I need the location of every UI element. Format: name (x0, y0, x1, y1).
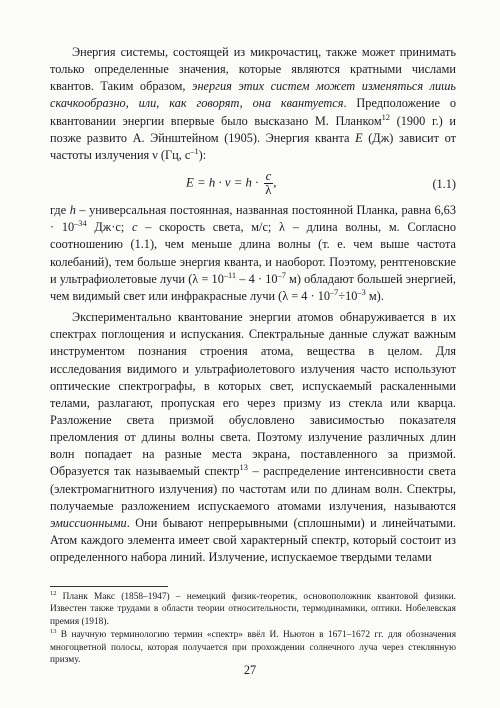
text-run: Дж·с; (86, 220, 132, 235)
text-run: (Дж) зависит от частоты излучения ν (Гц, с (50, 130, 456, 162)
equation-numerator: c (265, 169, 272, 184)
equation-lhs: E = h · ν = h · (186, 175, 259, 190)
superscript: –11 (223, 270, 237, 280)
text-run: – универсальная постоянная, названная постоянной Планка, равна 6,63 · 10 (50, 203, 456, 235)
equation-tail: , (273, 175, 277, 190)
text-run: . Они бывают непрерывными (сплошными) и линейчатыми. Атом каждого элемента имеет свой характерный спектр, который состоит из определенного набора линий. Излучение, испускаемое твердыми телами (50, 515, 456, 565)
footnote-13 (50, 629, 456, 666)
text-run: – распределение интенсивности света (электромагнитного излучения) по частотам или по длинам волн. Спектры, получаемые разложением испускаемого атомами излучения, называются (50, 464, 456, 513)
paragraph-spectra (50, 309, 456, 566)
text-run: ÷10 (338, 288, 358, 303)
superscript: 13 (239, 463, 248, 473)
superscript: –3 (357, 287, 366, 297)
equation-fraction (264, 169, 277, 198)
text-run: м) обладают большей энергией, чем видимый свет или инфракрасные лучи (λ = 4 · 10 (50, 271, 456, 303)
footnotes (50, 591, 456, 667)
superscript: –1 (190, 146, 199, 156)
superscript: 13 (50, 628, 57, 636)
main-text (50, 44, 456, 566)
italic-text: E (355, 130, 363, 145)
text-run: м). (365, 288, 384, 303)
text-run: где (50, 203, 70, 218)
page-number: 27 (243, 663, 257, 677)
text-run: – скорость света, м/с; λ – длина волны, м. Согласно соотношению (1.1), чем меньше длина волны (т. е. чем выше частота колебаний), тем больше энергия кванта, и наоборот. Поэтому, рентгеновские и ультрафиолетовые лучи (λ = 10 (50, 220, 456, 286)
paragraph-energy-quantization (50, 44, 456, 164)
equation-denominator: λ (265, 183, 272, 198)
equation-number: (1.1) (432, 177, 456, 192)
italic-text: h (69, 203, 76, 218)
italic-text: c (132, 220, 138, 235)
superscript: 12 (381, 112, 390, 122)
text-run: Энергия системы, состоящей из микрочастиц, также может принимать только определенные значения, которые являются кратными числами квантов. Таким образом, (50, 45, 456, 94)
italic-text: эмиссионными (50, 515, 127, 530)
text-run: В научную терминологию термин «спектр» ввёл И. Ньютон в 1671–1672 гг. для обозначения многоцветной полосы, которая получается при прохождении солнечного луча через стеклянную призму. (50, 630, 456, 666)
text-run: – 4 · 10 (236, 271, 278, 286)
footnote-12 (50, 591, 456, 628)
text-run: . Предположение о квантовании энергии впервые было высказано М. Планком (50, 96, 456, 128)
superscript: –7 (330, 287, 339, 297)
footnote-separator (50, 586, 168, 587)
text-run: Экспериментально квантование энергии атомов обнаруживается в их спектрах поглощения и испускания. Спектральные данные служат важным инструментом познания строения атома, вещества в целом. Для исследования видимого и ультрафиолетового излучения часто используют оптические спектрографы, в которых свет, испускаемый раскаленными телами, разлагают, пропуская его через призму из стекла или кварца. Разложение света призмой обусловлено зависимостью показателя преломления от длины волны света. Поэтому излучение различных длин волн попадает на разные места экрана, поставленного за призмой. Образуется так называемый спектр (50, 310, 456, 479)
superscript: 12 (50, 589, 57, 597)
paragraph-planck-constant (50, 202, 456, 305)
text-run: ): (198, 147, 207, 162)
superscript: –34 (74, 219, 87, 229)
superscript: –7 (277, 270, 286, 280)
equation-1-1 (50, 164, 456, 202)
equation-body (186, 170, 276, 197)
italic-text: энергия этих систем может изменяться лишь скачкообразно, или, как говорят, она квантуется (50, 79, 457, 111)
text-run: (1900 г.) и позже развито А. Эйнштейном (1905). Энергия кванта (50, 113, 456, 145)
text-run: Планк Макс (1858–1947) – немецкий физик-теоретик, основоположник квантовой физики. Известен также трудами в области теории относительности, термодинамики, оптики. Нобелевская премия (1918). (50, 592, 456, 627)
